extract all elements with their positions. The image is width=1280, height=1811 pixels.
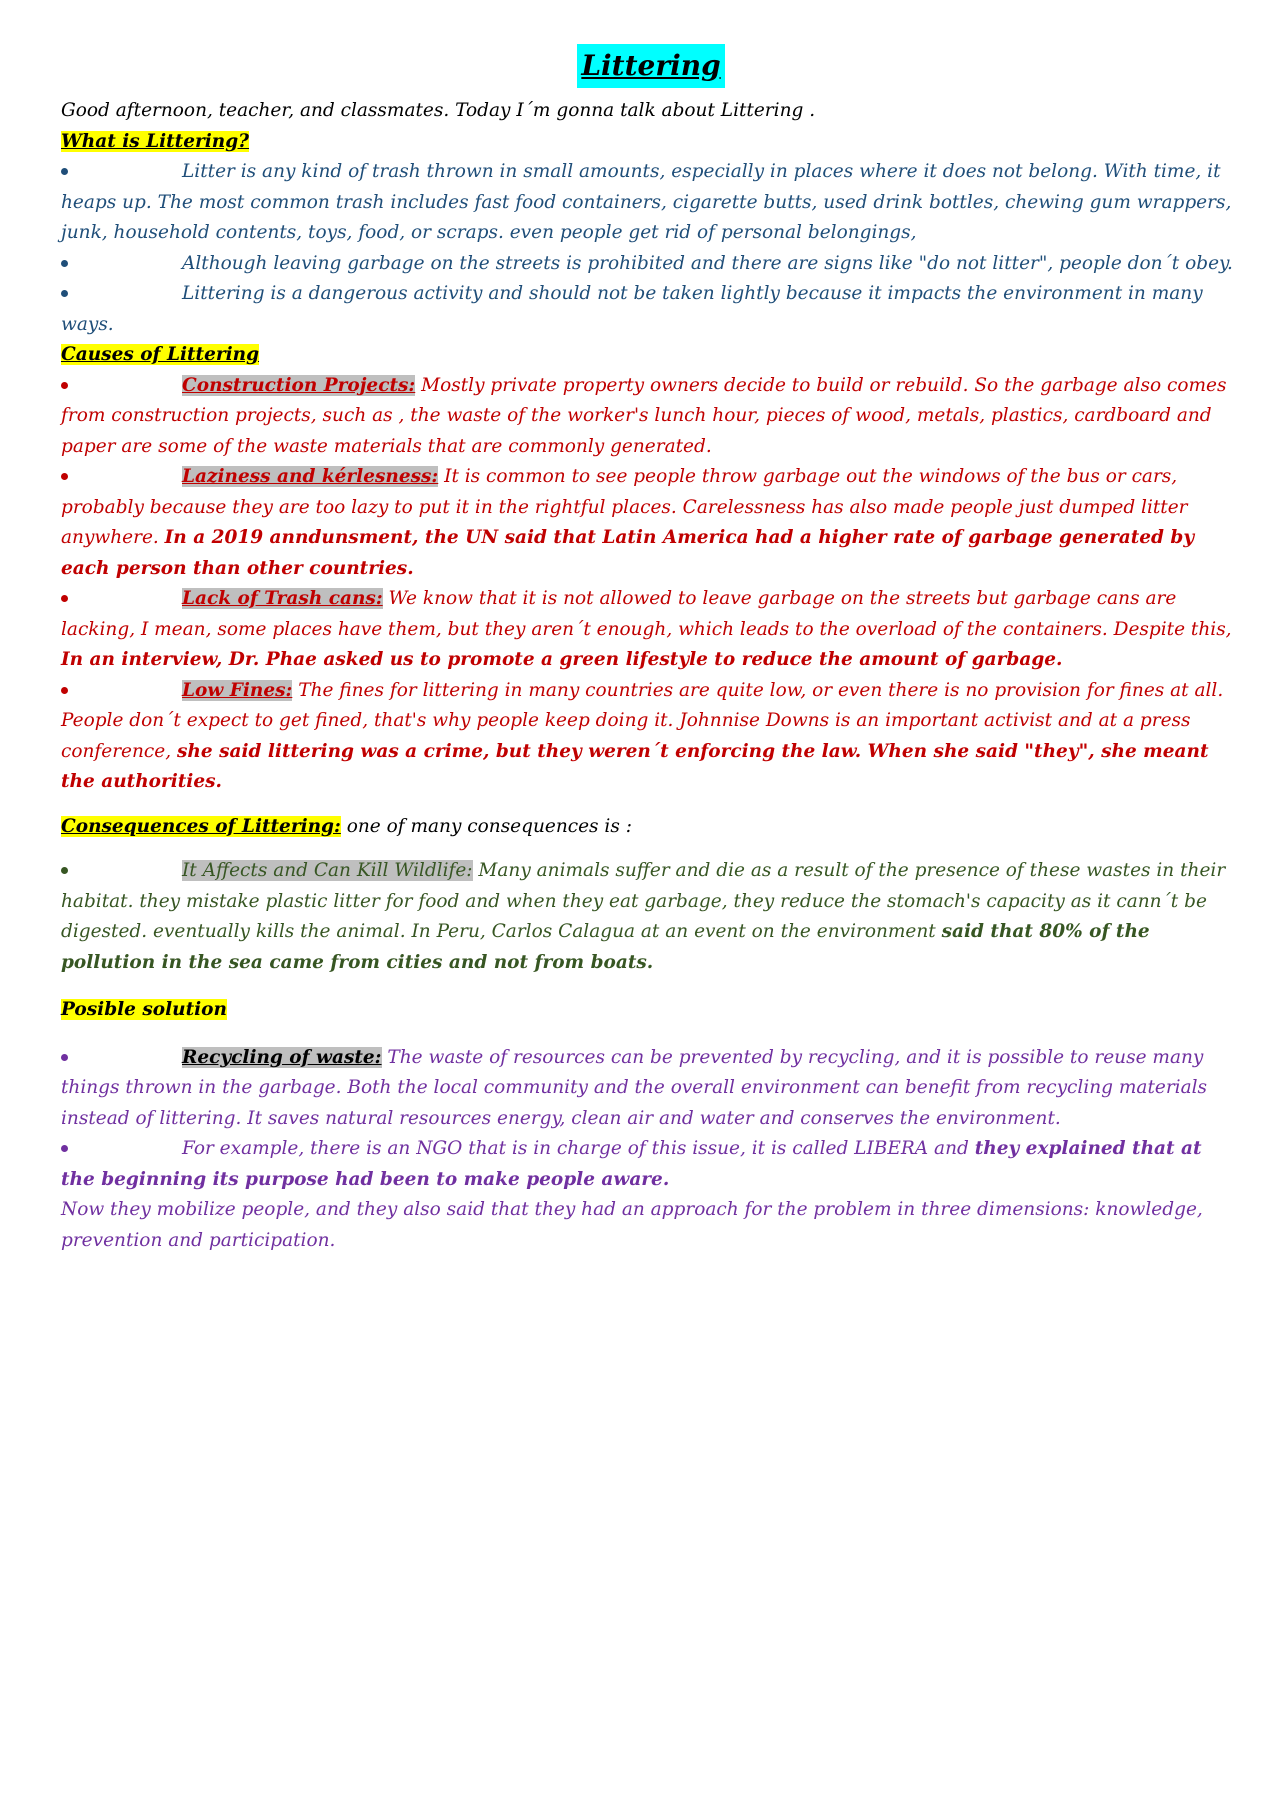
what-is-bullet-text: Litter is any kind of trash thrown in small amounts, especially in places where it does not belong. With time, it heaps up. The most common trash includes fast food containers, cigarette butts, used drink bottles, chewing gum wrappers, junk, household contents, toys, food, or scraps. even people get rid of personal belongings, bbox=[61, 161, 1232, 243]
cause-quote: In a 2019 anndunsment, the UN said that Latin America had a higher rate of garbage generated by each person than other countries. bbox=[61, 527, 1195, 579]
cause-quote: In an interview, Dr. Phae asked us to promote a green lifestyle to reduce the amount of garbage. bbox=[61, 649, 1063, 670]
solution-item-recycling bbox=[61, 1043, 1241, 1135]
intro-paragraph: Good afternoon, teacher, and classmates. Today I´m gonna talk about Littering . bbox=[61, 100, 816, 121]
solution-text: For example, there is an NGO that is in charge of this issue, it is called LIBERA and bbox=[182, 1138, 975, 1159]
bullet-icon bbox=[61, 687, 68, 694]
solution-text: The waste of resources can be prevented by recycling, and it is possible to reuse many things thrown in the garbage. Both the local community and the overall environment can benefit from recycling materials instead of littering. It saves natural resources energy, clean air and water and conserves the environment. bbox=[61, 1046, 1208, 1129]
consequences-heading: Consequences of Littering: bbox=[61, 815, 341, 837]
solution-closing: Now they mobilize people, and they also said that they had an approach for the problem in three dimensions: knowledge, prevention and participation. bbox=[61, 1199, 1203, 1251]
cause-item-laziness bbox=[61, 462, 1241, 584]
cause-text: We know that it is not allowed to leave garbage on the streets but garbage cans are lacking, I mean, some places have them, but they aren´t enough, which leads to the overload of the containers. Despite this, bbox=[61, 588, 1232, 640]
solution-heading-line bbox=[61, 995, 1241, 1026]
solution-label: Recycling of waste: bbox=[182, 1046, 382, 1068]
cause-quote: she said littering was a crime, but they weren´t enforcing the law. When she said "they", she meant the authorities. bbox=[61, 740, 1209, 792]
bullet-icon bbox=[61, 473, 68, 480]
cause-item-low-fines bbox=[61, 676, 1241, 798]
bullet-icon bbox=[61, 260, 68, 267]
cause-text: It is common to see people throw garbage out the windows of the bus or cars, probably because they are too lazy to put it in the rightful places. Carelessness has also made people just dumped litter anywhere. bbox=[61, 466, 1188, 548]
cause-label: Lack of Trash cans: bbox=[182, 588, 383, 609]
cause-text: Mostly private property owners decide to build or rebuild. So the garbage also comes from construction projects, such as , the waste of the worker's lunch hour, pieces of wood, metals, plastics, cardboard and paper are some of the waste materials that are commonly generated. bbox=[61, 374, 1227, 457]
consequences-heading-line bbox=[61, 812, 1241, 843]
consequences-heading-suffix: one of many consequences is : bbox=[340, 815, 632, 837]
spacer bbox=[61, 798, 1241, 812]
bullet-icon bbox=[61, 168, 68, 175]
solution-quote: they explained that at the beginning its purpose had been to make people aware. bbox=[61, 1138, 1202, 1190]
what-is-bullet-text: Although leaving garbage on the streets is prohibited and there are signs like "do not litter", people don´t obey. bbox=[182, 252, 1233, 274]
causes-heading: Causes of Littering bbox=[61, 344, 259, 365]
spacer bbox=[61, 842, 1241, 856]
bullet-icon bbox=[61, 290, 68, 297]
title-wrapper bbox=[61, 44, 1241, 92]
bullet-icon bbox=[61, 1054, 68, 1061]
what-is-heading: What is Littering? bbox=[61, 130, 249, 152]
bullet-icon bbox=[61, 382, 68, 389]
what-is-bullet-2 bbox=[61, 249, 1241, 280]
cause-item-construction bbox=[61, 371, 1241, 463]
cause-label: Low Fines: bbox=[182, 679, 293, 701]
bullet-icon bbox=[61, 595, 68, 602]
causes-heading-line bbox=[61, 340, 1241, 371]
what-is-heading-line bbox=[61, 127, 1241, 158]
consequence-label: It Affects and Can Kill Wildlife: bbox=[182, 860, 473, 881]
spacer bbox=[61, 978, 1241, 995]
spacer bbox=[61, 1026, 1241, 1043]
cause-label: Construction Projects: bbox=[182, 374, 416, 396]
cause-text: The fines for littering in many countries are quite low, or even there is no provision for fines at all. People don´t expect to get fined, that's why people keep doing it. Johnnise Downs is an important activist and at a press conference, bbox=[61, 679, 1224, 762]
document-page bbox=[61, 44, 1241, 1256]
what-is-bullet-1 bbox=[61, 157, 1241, 249]
solution-item-ngo bbox=[61, 1134, 1241, 1195]
bullet-icon bbox=[61, 867, 68, 874]
cause-label: Laziness and kérlesness: bbox=[182, 466, 439, 487]
consequence-quote: said that 80% of the pollution in the sea came from cities and not from boats. bbox=[61, 921, 1150, 973]
what-is-bullet-text: Littering is a dangerous activity and should not be taken lightly because it impacts the environment in many ways. bbox=[61, 283, 1203, 335]
consequence-item-wildlife bbox=[61, 856, 1241, 978]
cause-item-trash-cans bbox=[61, 584, 1241, 676]
what-is-bullet-3 bbox=[61, 279, 1241, 340]
document-title: Littering bbox=[577, 44, 724, 88]
bullet-icon bbox=[61, 1145, 68, 1152]
solution-heading: Posible solution bbox=[61, 999, 227, 1020]
consequence-text: Many animals suffer and die as a result of the presence of these wastes in their habitat. they mistake plastic litter for food and when they eat garbage, they reduce the stomach's capacity as it cann´t be digested. eventually kills the animal. In Peru, Carlos Calagua at an event on the environment bbox=[61, 860, 1226, 942]
